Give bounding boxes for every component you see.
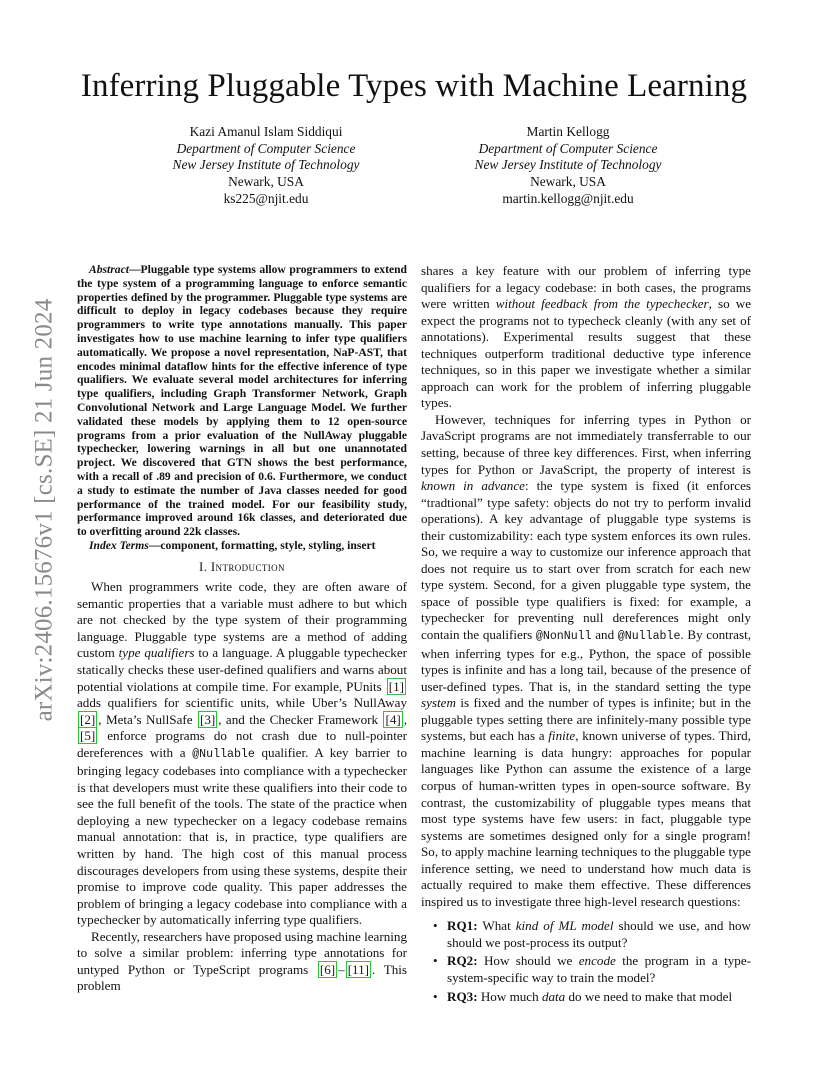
left-column <box>77 263 407 995</box>
emphasis: without feedback from the typechecker <box>495 296 709 312</box>
section-heading-introduction: I. Introduction <box>199 559 285 574</box>
intro-paragraph-2: Recently, researchers have proposed using machine learning to solve a similar problem: inferring type annotations for untyped Python or TypeScript programs [6] – [11] . This problem <box>77 928 407 994</box>
citation-link[interactable]: [2] <box>80 711 96 727</box>
emphasis: system <box>421 695 456 711</box>
right-paragraph-2: However, techniques for inferring types in Python or JavaScript programs are not immediately transferrable to our setting, because of three key differences. First, when inferring types for Python or JavaScript, the property of interest is known in advance: the type system is fixed (it enforces “tradtional” type safety: objects do not try to perform invalid operations). A key advantage of pluggable type systems is their customizability: each type system enforces its own rules. So, we require a way to customize our inference approach that does not require us to start over from scratch for each new type system. Second, for a given pluggable type system, the space of possible type qualifiers is fixed: for example, a typechecker for preventing null dereferences might only contain the qualifiers @NonNull and @Nullable. By contrast, when inferring types for e.g., Python, the space of possible types is infinite and has a long tail, because of the presence of user-defined types. That is, in the standard setting the type system is fixed and the number of types is infinite; but in the pluggable types setting there are infinitely-many possible type systems, but each has a finite, known universe of types. Third, machine learning is data hungry: approaches for popular languages like Python can assume the existence of a large corpus of human-written types in open-source software. By contrast, the customizability of pluggable types means that most type systems have few users: in fact, pluggable type systems are sometimes designed only for a single program! So, to apply machine learning techniques to the pluggable type inference setting, we need to understand how much data is actually required to make them effective. These differences inspired us to investigate three high-level research questions: <box>421 411 752 909</box>
abstract-text: —Pluggable type systems allow programmers to extend the type system of a programming language to enforce semantic properties defined by the programmer. Pluggable type systems are difficult to deploy in legacy codebases because they require programmers to write type annotations manually. This paper investigates how to use machine learning to infer type qualifiers automatically. We propose a novel representation, NaP-AST, that encodes minimal dataflow hints for the effective inference of type qualifiers. We evaluate several model architectures for inferring type qualifiers, including Graph Transformer Network, Graph Convolutional Network and Large Language Model. We further validated these models by applying them to 12 open-source programs from a prior evaluation of the NullAway pluggable typechecker, lowering warnings in all but one unannotated project. We discovered that GTN shows the best performance, with a recall of .89 and precision of 0.6. Furthermore, we conduct a study to estimate the number of Java classes needed for good performance of the trained model. For our feasibility study, performance improved around 16k classes, and deteriorated due to overfitting around 22k classes. <box>77 263 407 539</box>
paper-title: Inferring Pluggable Types with Machine Learning <box>80 68 748 104</box>
citation-link[interactable]: [5] <box>80 728 96 744</box>
research-questions-list <box>421 918 751 1005</box>
citation-link[interactable]: [4] <box>385 711 401 727</box>
right-paragraph-1: shares a key feature with our problem of inferring type qualifiers for a legacy codebase: in both cases, the programs were written without feedback from the typechecker, so we expect the programs not to typecheck cleanly (with any set of annotations). Experimental results suggest that these techniques outperform traditional deductive type inference techniques, so in this paper we investigate whether a similar approach can work for the problem of inferring pluggable types. <box>421 263 751 411</box>
author-location: Newark, USA <box>530 174 606 190</box>
bullet-icon: • <box>433 953 438 969</box>
research-question-item: • RQ3: How much data do we need to make that model <box>433 988 733 1004</box>
index-terms-text: —component, formatting, style, styling, insert <box>148 538 376 552</box>
intro-paragraph-1: When programmers write code, they are often aware of semantic properties that a variable must adhere to but which are not checked by the type system of their programming language. Pluggable type systems are a method of adding custom type qualifiers to a language. A pluggable typechecker statically checks these user-defined qualifiers and warns about potential violations at compile time. For example, PUnits [1] adds qualifiers for scientific units, while Uber’s NullAway [2] , Meta’s NullSafe [3] , and the Checker Framework [4] , [5] enforce programs do not crash due to null-pointer dereferences with a @Nullable qualifier. A key barrier to bringing legacy codebases into compliance with a typechecker is that developers must write these qualifiers into their code to see the full benefit of the tools. The state of the practice when deploying a new typechecker on a legacy codebase remains manual annotation: that is, in practice, type qualifiers are written by hand. The high cost of this manual process discourages developers from using these systems, despite their promise to improve code quality. This paper addresses the problem of bringing a legacy codebase into compliance with a typechecker by automatically inferring type qualifiers. <box>77 579 408 928</box>
research-question-item: • RQ2: How should we encode the program in a type-system-specific way to train the model? <box>433 953 751 985</box>
author-name: Kazi Amanul Islam Siddiqui <box>189 124 343 139</box>
bullet-icon: • <box>433 918 438 934</box>
right-column <box>421 263 751 1007</box>
inline-code: @Nullable <box>192 747 255 761</box>
author-location: Newark, USA <box>228 174 304 190</box>
bullet-icon: • <box>433 988 438 1004</box>
arxiv-watermark-text: arXiv:2406.15676v1 [cs.SE] 21 Jun 2024 <box>30 298 58 722</box>
inline-code: @NonNull <box>535 630 592 644</box>
arxiv-watermark <box>14 300 74 720</box>
emphasis: type qualifiers <box>118 645 195 661</box>
research-question-item: • RQ1: What kind of ML model should we use, and how should we post-process its output? <box>433 918 751 950</box>
author-institution: New Jersey Institute of Technology <box>474 157 662 173</box>
author-department: Department of Computer Science <box>176 140 356 156</box>
author-2 <box>418 124 718 208</box>
abstract-label: Abstract <box>89 263 129 276</box>
author-1 <box>116 124 416 208</box>
index-terms-label: Index Terms <box>89 538 149 552</box>
index-terms <box>77 539 407 553</box>
author-email: martin.kellogg@njit.edu <box>502 190 634 206</box>
author-department: Department of Computer Science <box>478 140 658 156</box>
citation-link[interactable]: [3] <box>199 711 216 727</box>
emphasis: known in advance <box>421 478 525 494</box>
abstract <box>77 263 407 539</box>
emphasis: finite <box>548 728 576 744</box>
citation-link[interactable]: [1] <box>388 678 404 694</box>
author-institution: New Jersey Institute of Technology <box>172 157 360 173</box>
inline-code: @Nullable <box>617 630 681 644</box>
author-block <box>0 124 828 214</box>
author-name: Martin Kellogg <box>526 124 610 139</box>
citation-link[interactable]: [6] <box>319 961 336 977</box>
author-email: ks225@njit.edu <box>223 190 309 206</box>
citation-link[interactable]: [11] <box>347 961 370 977</box>
